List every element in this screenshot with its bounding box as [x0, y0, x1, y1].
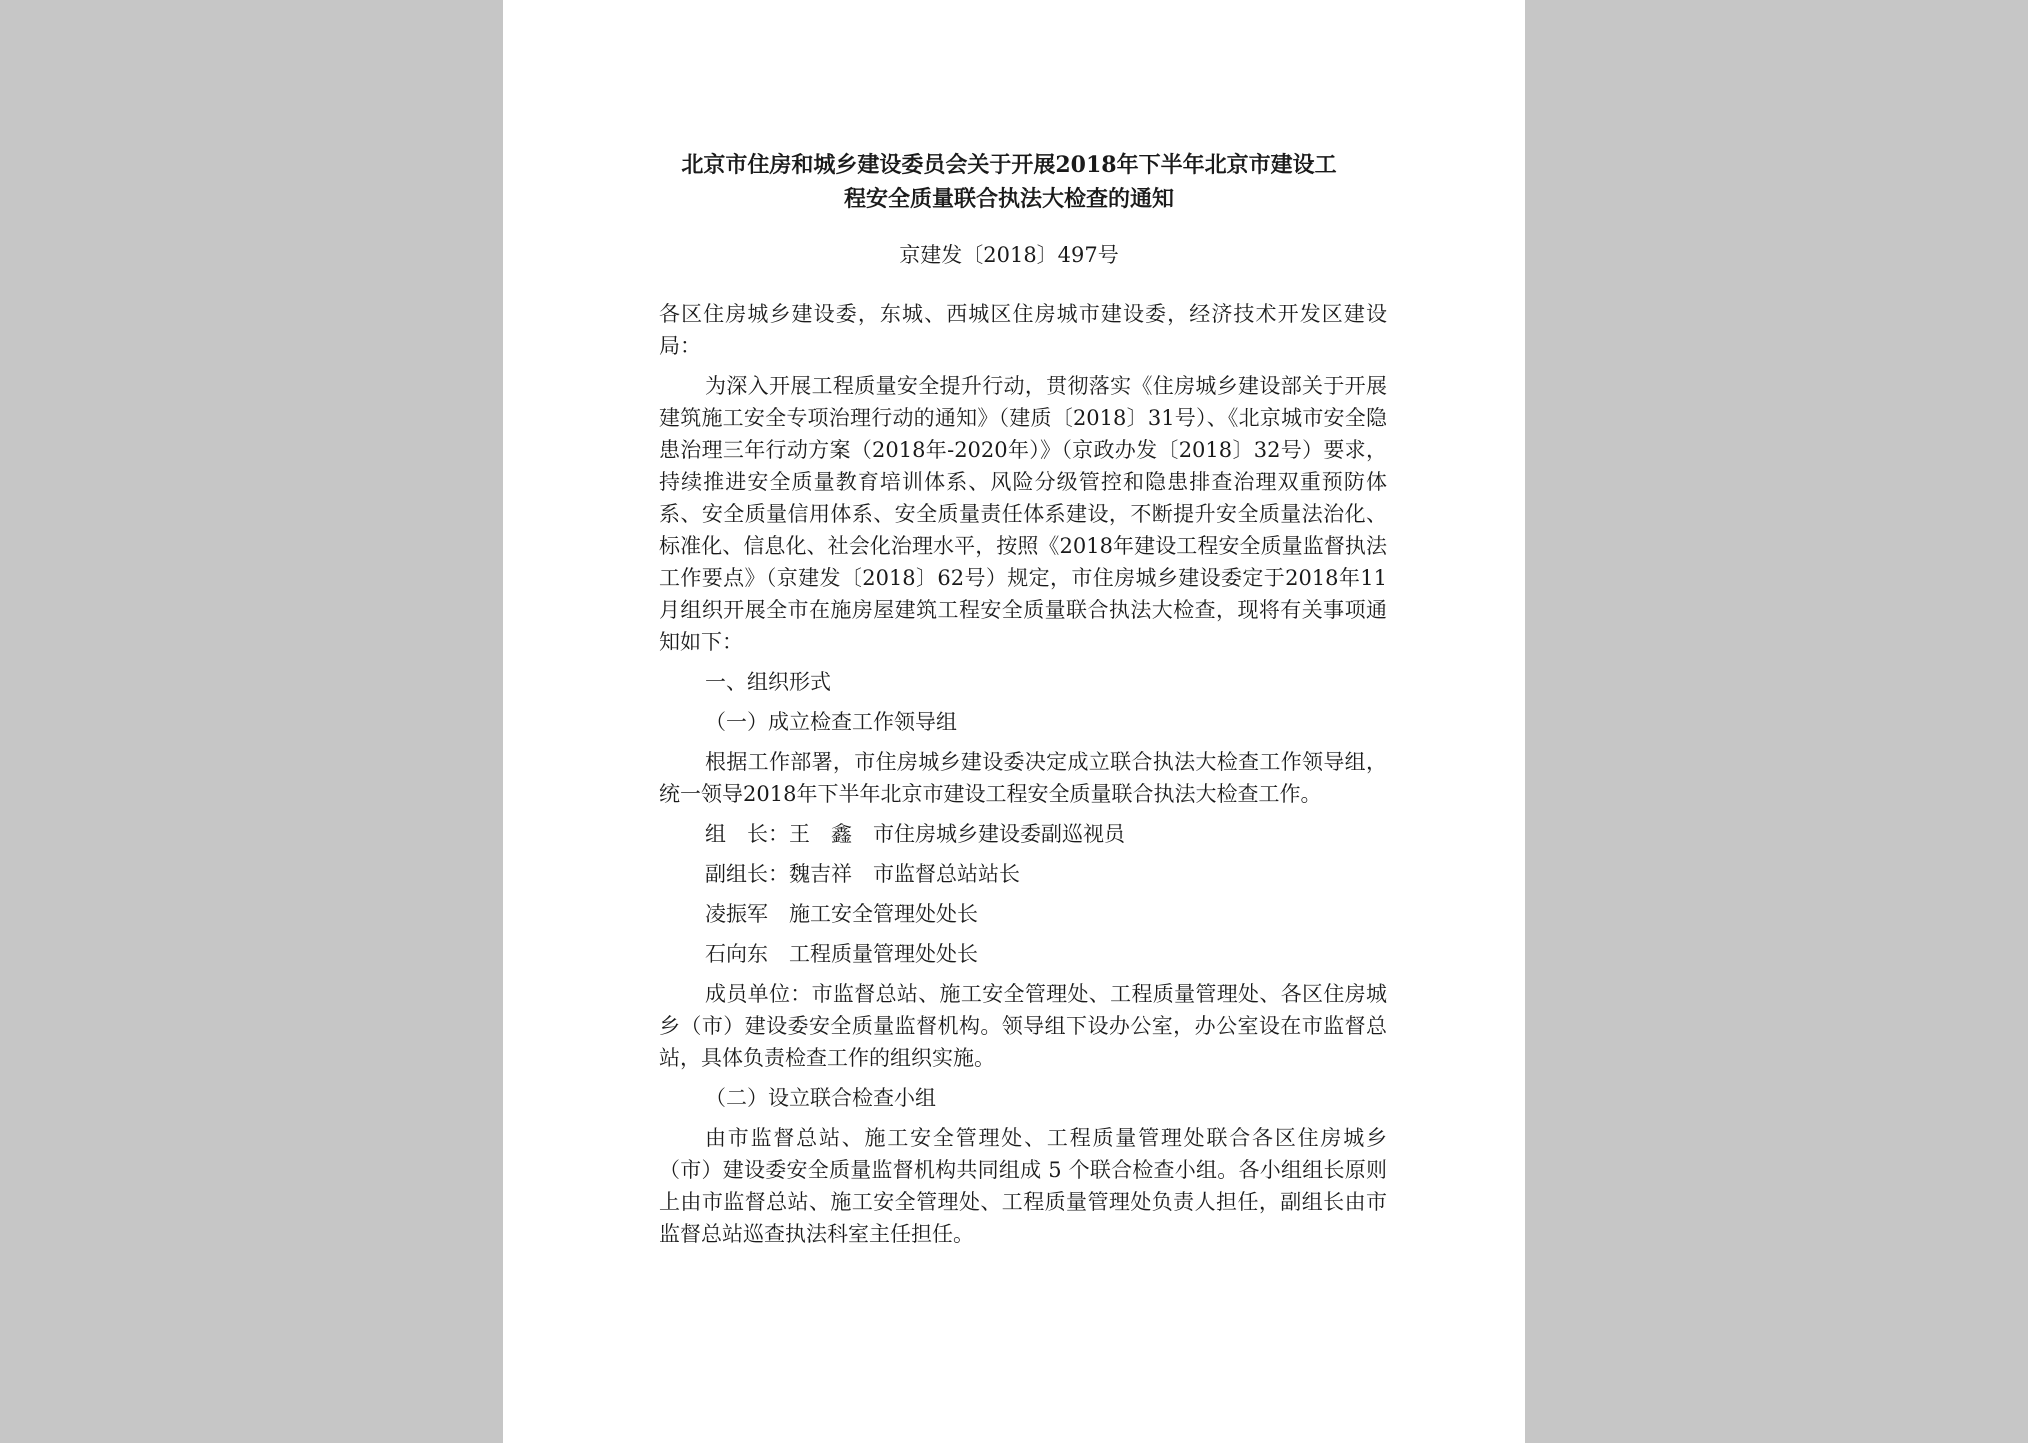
document-number: 京建发〔2018〕497号 — [899, 243, 1119, 267]
document-title — [637, 148, 1381, 216]
deputy-line-3: 石向东 工程质量管理处处长 — [705, 942, 978, 966]
groups-paragraph: 由市监督总站、施工安全管理处、工程质量管理处联合各区住房城乡（市）建设委安全质量监督机构共同组成 5 个联合检查小组。各小组组长原则上由市监督总站、施工安全管理处、工程质量管理处负责人担任，副组长由市监督总站巡查执法科室主任担任。 — [659, 1126, 1387, 1246]
addressee-paragraph: 各区住房城乡建设委，东城、西城区住房城市建设委，经济技术开发区建设局： — [659, 302, 1387, 358]
subsection-heading-leadership: （一）成立检查工作领导组 — [705, 710, 957, 734]
section-heading-organization: 一、组织形式 — [705, 670, 831, 694]
intro-paragraph: 为深入开展工程质量安全提升行动，贯彻落实《住房城乡建设部关于开展建筑施工安全专项治理行动的通知》（建质〔2018〕31号）、《北京城市安全隐患治理三年行动方案（2018年-2020年）》（京政办发〔2018〕32号）要求，持续推进安全质量教育培训体系、风险分级管控和隐患排查治理双重预防体系、安全质量信用体系、安全质量责任体系建设，不断提升安全质量法治化、标准化、信息化、社会化治理水平，按照《2018年建设工程安全质量监督执法工作要点》（京建发〔2018〕62号）规定，市住房城乡建设委定于2018年11月组织开展全市在施房屋建筑工程安全质量联合执法大检查，现将有关事项通知如下： — [659, 374, 1387, 654]
members-paragraph: 成员单位：市监督总站、施工安全管理处、工程质量管理处、各区住房城乡（市）建设委安全质量监督机构。领导组下设办公室，办公室设在市监督总站，具体负责检查工作的组织实施。 — [659, 982, 1387, 1070]
page-content — [659, 148, 1387, 1250]
deputy-line-1: 副组长：魏吉祥 市监督总站站长 — [705, 862, 1020, 886]
leadership-paragraph: 根据工作部署，市住房城乡建设委决定成立联合执法大检查工作领导组，统一领导2018年下半年北京市建设工程安全质量联合执法大检查工作。 — [659, 750, 1387, 806]
leader-line: 组 长：王 鑫 市住房城乡建设委副巡视员 — [705, 822, 1125, 846]
deputy-line-2: 凌振军 施工安全管理处处长 — [705, 902, 978, 926]
subsection-heading-groups: （二）设立联合检查小组 — [705, 1086, 936, 1110]
title-line-2: 程安全质量联合执法大检查的通知 — [843, 186, 1174, 212]
title-line-1: 北京市住房和城乡建设委员会关于开展2018年下半年北京市建设工 — [681, 152, 1337, 178]
document-page — [503, 0, 1525, 1443]
